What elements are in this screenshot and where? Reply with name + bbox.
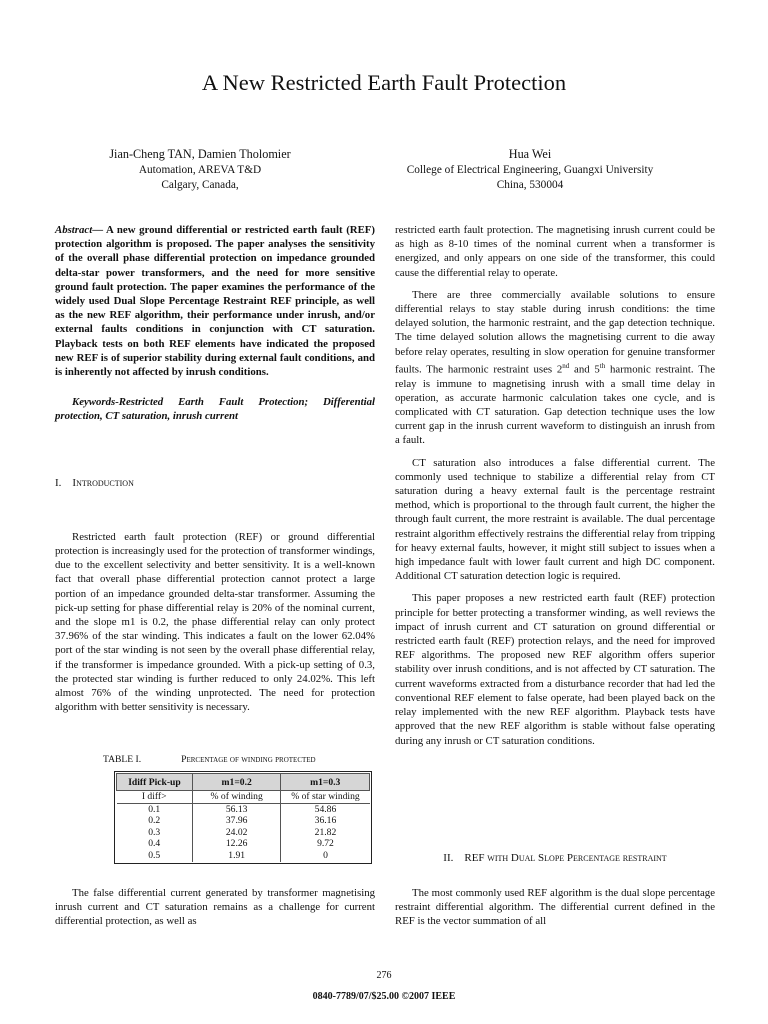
table-row (117, 803, 370, 815)
table-row (117, 815, 370, 827)
table-cell: 37.96 (192, 815, 281, 827)
table-cell: 1.91 (192, 850, 281, 862)
intro-paragraph-2: The false differential current generated by transformer magnetising inrush current and CT saturation remains as a challenge for current differential protection, as well as (55, 887, 375, 928)
table-cell: 36.16 (281, 815, 370, 827)
right-paragraph-3: CT saturation also introduces a false differential current. The commonly used technique to stabilize a differential relay from CT saturation during a heavy external fault is the percentage restraint method, which is proportional to the through fault current, the higher the through fault current, the more restraint is available. The dual percentage restraint algorithm effectively restrains the differential relay from tripping for heavy external faults, however, it might still subject to issues when a high impedance fault with lower fault current and high DC component. Additional CT saturation detection logic is required. (395, 456, 715, 583)
abstract (55, 223, 375, 379)
table-cell: 0.1 (148, 803, 161, 815)
right-column (395, 223, 715, 756)
table-label: TABLE I. (103, 754, 142, 765)
table-cell: 0.5 (148, 849, 161, 861)
table-cell: 0 (281, 850, 370, 862)
table-caption (103, 754, 316, 765)
paper-title: A New Restricted Earth Fault Protection (201, 70, 567, 95)
table-cell: 21.82 (281, 827, 370, 839)
author-location-left: Calgary, Canada, (161, 179, 239, 191)
author-block-right (370, 146, 690, 193)
right-paragraph-1: restricted earth fault protection. The magnetising inrush current could be as high as 8-10 times of the nominal current when a transformer is energized, and only appears on one side of the transformer, this could cause the differential relay to operate. (395, 224, 715, 279)
author-names-right: Hua Wei (508, 147, 552, 161)
author-affiliation-left: Automation, AREVA T&D (138, 164, 262, 176)
table-cell: 56.13 (192, 803, 281, 815)
author-affiliation-right: College of Electrical Engineering, Guangxi University (406, 164, 654, 176)
table-header: m1=0.3 (281, 774, 370, 791)
table-cell: 0.4 (148, 838, 161, 850)
table-subheader: % of star winding (281, 791, 370, 804)
table-cell: 54.86 (281, 803, 370, 815)
section-heading-introduction: I. Introduction (55, 476, 134, 489)
section-heading-ref-dual-slope: II. REF with Dual Slope Percentage restraint (443, 852, 667, 864)
table-subheader: I diff> (117, 791, 193, 804)
table-row (117, 838, 370, 850)
table-cell: 9.72 (281, 838, 370, 850)
table-row (117, 850, 370, 862)
right-column-bottom (395, 886, 715, 937)
winding-table (114, 771, 372, 864)
author-location-right: China, 530004 (496, 179, 564, 191)
table-cell: 12.26 (192, 838, 281, 850)
author-block-left (50, 146, 350, 193)
abstract-label: Abstract (55, 224, 93, 236)
table-cell: 24.02 (192, 827, 281, 839)
table-row (117, 827, 370, 839)
keywords: Keywords-Restricted Earth Fault Protection; Differential protection, CT saturation, inrush current (55, 396, 375, 423)
right-paragraph-5: The most commonly used REF algorithm is the dual slope percentage restraint differential algorithm. The differential current defined in the REF is the vector summation of all (395, 887, 715, 928)
table-header: Idiff Pick-up (117, 774, 193, 791)
left-column (55, 223, 375, 722)
right-paragraph-4: This paper proposes a new restricted earth fault (REF) protection principle for better protecting a transformer winding, as well reviews the impact of inrush current and CT saturation on ground differential or restricted earth fault (REF) protection relays, and the need for improved REF algorithms. The proposed new REF algorithm offers superior stability over inrush conditions, and is not affected by CT saturation. The current waveforms extracted from a disturbance recorder that had led the conventional REF element to false operate, had been played back on the relay implemented with the new REF algorithm. Playback tests have approved that the new REF algorithm is stable without false operating during any inrush or CT saturation conditions. (395, 592, 715, 747)
table-header: m1=0.2 (192, 774, 281, 791)
copyright-line: 0840-7789/07/$25.00 ©2007 IEEE (312, 991, 456, 1002)
abstract-text: — A new ground differential or restricted earth fault (REF) protection algorithm is proposed. The paper analyses the sensitivity of the overall phase differential protection on impedance grounded delta-star power transformers, and the need for more sensitive ground fault protection. The paper examines the performance of the widely used Dual Slope Percentage Restraint REF principle, as well as the new REF algorithm, their performance under inrush, and/or external faults conditions in conjunction with CT saturation. Playback tests on both REF elements have indicated the proposed new REF is of superior stability during external fault conditions, and is inherently not affected by inrush conditions. (55, 224, 375, 379)
right-paragraph-2: There are three commercially available solutions to ensure differential relays to stay stable during inrush conditions: the time delayed solution, the harmonic restraint, and the gap detection technique. The time delayed solution allows the magnetising current to die away before relay operates, resulting in slow operation for genuine transformer faults. The harmonic restraint uses 2nd and 5th harmonic restraint. The relay is immune to magnetising inrush with a small time delay in operation, as accurate harmonic calculation takes one cycle, and is complicated with CT saturation. Gap detection technique uses the low current gap in the inrush current waveform to distinguish an inrush from a fault. (395, 288, 715, 447)
table-cell: 0.2 (148, 815, 161, 827)
page-number: 276 (376, 970, 392, 981)
left-column-bottom (55, 886, 375, 937)
table-caption-text: Percentage of winding protected (181, 754, 316, 765)
table-cell: 0.3 (148, 826, 161, 838)
table-subheader: % of winding (192, 791, 281, 804)
author-names-left: Jian-Cheng TAN, Damien Tholomier (109, 147, 291, 161)
intro-paragraph-1: Restricted earth fault protection (REF) or ground differential protection is increasingly used for the protection of transformer windings, due to the excellent selectivity and better sensitivity. It is a well-known fact that overall phase differential protection cannot protect a large portion of an impedance grounded delta-star transformer. Assuming the pick-up setting for phase differential relay is 20% of the nominal current, and the slope m1 is 0.2, the phase differential relay can only protect 37.96% of the star winding. This indicates a fault on the lower 62.04% port of the star winding is not seen by the overall phase differential relay, if the transformer is impedance grounded. With a pick-up setting of 0.3, the protected star winding is further reduced to only 24.02%. This left almost 76% of the winding unprotected. The need for protection algorithm with better sensitivity is necessary. (55, 530, 375, 714)
